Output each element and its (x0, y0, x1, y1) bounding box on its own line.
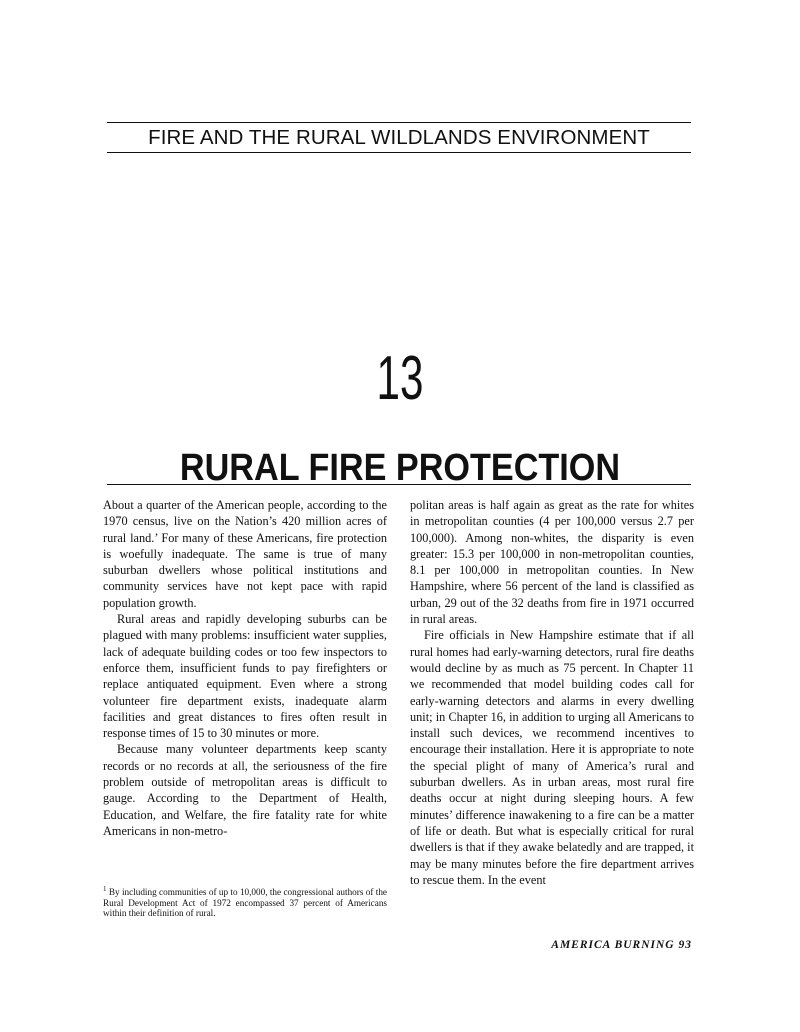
paragraph: Because many volunteer departments keep scanty records or no records at all, the seriousness of the fire problem outside of metropolitan areas is difficult to gauge. According to the Department of Health, Education, and Welfare, the fire fatality rate for white Americans in non-metro- (103, 742, 387, 838)
footnote-marker: 1 (103, 885, 107, 893)
chapter-title-rule (107, 484, 691, 485)
header-rule-bottom (107, 152, 691, 153)
chapter-number: 13 (376, 344, 424, 413)
chapter-title: RURAL FIRE PROTECTION (179, 447, 621, 489)
footnote (103, 884, 387, 919)
page-folio: AMERICA BURNING 93 (551, 939, 692, 951)
header-rule-top (107, 122, 691, 123)
body-left-column (103, 497, 387, 839)
paragraph: politan areas is half again as great as the rate for whites in metropolitan counties (4 per 100,000 versus 2.7 per 100,000). Among non-whites, the disparity is even greater: 15.3 per 100,000 in non-metropolitan counties, 8.1 per 100,000 in metropolitan counties. In New Hampshire, where 56 percent of the land is classified as urban, 29 out of the 32 deaths from fire in 1971 occurred in rural areas. (410, 498, 694, 627)
paragraph: Rural areas and rapidly developing suburbs can be plagued with many problems: insufficient water supplies, lack of adequate building codes or too few inspectors to enforce them, insufficient funds to pay firefighters or replace antiquated equipment. Even where a strong volunteer fire department exists, inadequate alarm facilities and great distances to fires often result in response times of 15 to 30 minutes or more. (103, 612, 387, 741)
paragraph: About a quarter of the American people, according to the 1970 census, live on the Nation’s 420 million acres of rural land.’ For many of these Americans, fire protection is woefully inadequate. The same is true of many suburban dwellers whose political institutions and community services have not kept pace with rapid population growth. (103, 498, 387, 610)
body-right-column (410, 497, 694, 888)
paragraph: Fire officials in New Hampshire estimate that if all rural homes had early-warning detectors, rural fire deaths would decline by as much as 75 percent. In Chapter 11 we recommended that model building codes call for early-warning detectors and alarms in every dwelling unit; in Chapter 16, in addition to urging all Americans to install such devices, we recommend incentives to encourage their installation. Here it is appropriate to note the special plight of many of America’s rural and suburban dwellers. As in urban areas, most rural fire deaths occur at night during sleeping hours. A few minutes’ difference inawakening to a fire can be a matter of life or death. But what is especially critical for rural dwellers is that if they awake belatedly and are trapped, it may be many minutes before the fire department arrives to rescue them. In the event (410, 628, 694, 887)
section-title: FIRE AND THE RURAL WILDLANDS ENVIRONMENT (148, 126, 650, 149)
footnote-text: By including communities of up to 10,000, the congressional authors of the Rural Development Act of 1972 encompassed 37 percent of Americans within their definition of rural. (103, 887, 388, 919)
